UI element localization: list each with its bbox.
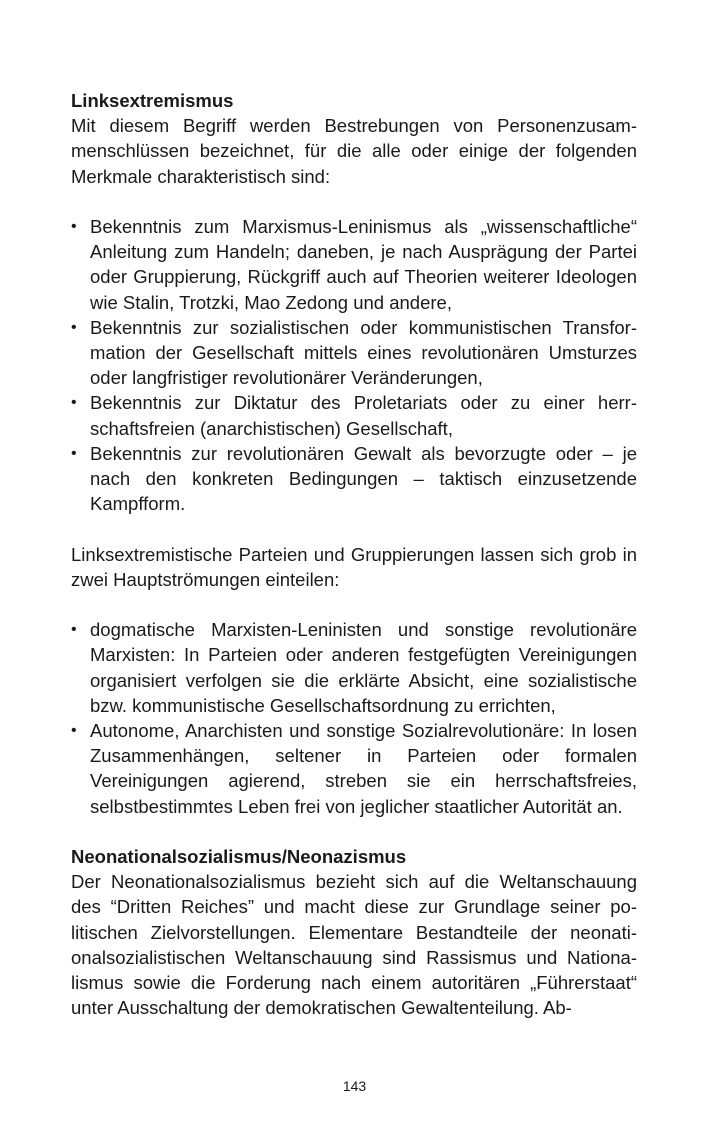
spacer (71, 819, 637, 844)
bullet-icon: • (71, 318, 77, 336)
list-item-text: Autonome, Anarchisten und sonstige Sozialrevolutionäre: In losen Zusammenhängen, seltener in Parteien oder formalen Vereinigungen agierend, streben sie ein herrschaftsfreies, selbstbestimmtes Leben frei von jeglicher staatlicher Autorität an. (90, 720, 637, 817)
spacer (71, 189, 637, 214)
list-item (71, 441, 637, 517)
list-item-text: Bekenntnis zur revolutionären Gewalt als bevorzugte oder – je nach den konkreten Bedingungen – taktisch einzusetzende Kampfform. (90, 442, 637, 515)
characteristics-list (71, 214, 637, 516)
list-item (71, 214, 637, 315)
section-heading-neonazismus: Neonationalsozialismus/Neonazismus (71, 846, 407, 868)
section-heading-linksextremismus: Linksextremismus (71, 90, 234, 111)
list-item (71, 390, 637, 440)
bullet-icon: • (71, 218, 77, 235)
bullet-icon: • (71, 444, 77, 462)
spacer (71, 516, 637, 541)
list-item (71, 617, 637, 718)
bullet-icon: • (71, 621, 77, 639)
list-item-text: Bekenntnis zur sozialistischen oder kommunistischen Transformation der Gesellschaft mittels eines revolutionären Umsturzes oder langfristiger revolutionärer Veränderungen, (90, 316, 637, 389)
classification-paragraph: Linksextremistische Parteien und Gruppierungen lassen sich grob in zwei Hauptströmungen einteilen: (71, 543, 637, 590)
intro-paragraph: Mit diesem Begriff werden Bestrebungen von Personenzusammenschlüssen bezeichnet, für die alle oder einige der folgenden Merkmale charakteristisch sind: (71, 115, 637, 187)
list-item (71, 718, 637, 819)
list-item (71, 315, 637, 391)
list-item-text: dogmatische Marxisten-Leninisten und sonstige revolutionäre Marxisten: In Parteien oder anderen festgefügten Vereinigungen organisiert verfolgen sie die erklärte Absicht, eine sozialistische bzw. kommunistische Gesellschaftsordnung zu errichten, (90, 619, 637, 716)
bullet-icon: • (71, 722, 77, 740)
list-item-text: Bekenntnis zur Diktatur des Proletariats oder zu einer herrschaftsfreien (anarchistischen) Gesellschaft, (90, 392, 637, 439)
bullet-icon: • (71, 394, 77, 412)
list-item-text: Bekenntnis zum Marxismus-Leninismus als „wissenschaftliche“ Anleitung zum Handeln; daneben, je nach Ausprägung der Partei oder Gruppierung, Rückgriff auch auf Theorien weiterer Ideologen wie Stalin, Trotzki, Mao Zedong und andere, (90, 216, 637, 313)
page-content (71, 88, 637, 1020)
currents-list (71, 617, 637, 819)
page-number: 143 (342, 1078, 367, 1094)
spacer (71, 592, 637, 617)
neonazismus-paragraph: Der Neonationalsozialismus bezieht sich auf die Weltanschauung des “Dritten Reiches” und macht diese zur Grundlage seiner politischen Zielvorstellungen. Elementare Bestandteile der neonationalsozialistischen Weltanschauung sind Rassismus und Nationalismus sowie die Forderung nach einem autoritären „Führerstaat“ unter Ausschaltung der demokratischen Gewaltenteilung. Ab- (71, 871, 637, 1019)
